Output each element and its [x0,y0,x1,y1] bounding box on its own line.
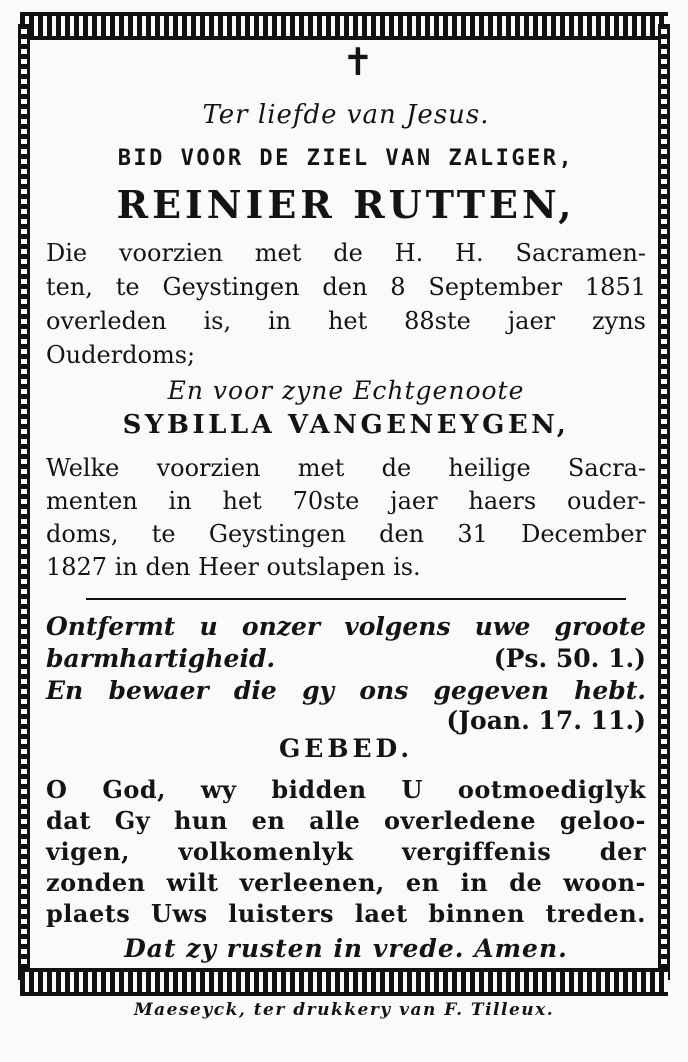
divider [86,598,626,600]
left-decorative-border [18,24,30,980]
quote1-line2 [46,644,646,674]
printer-imprint: Maeseyck, ter drukkery van F. Tilleux. [133,1000,555,1020]
spouse-text-line: 1827 in den Heer outslapen is. [46,553,421,581]
quote2-line1: En bewaer die gy ons gegeven hebt. [46,676,646,705]
right-decorative-border [658,24,670,980]
deceased-text-line-inner: overleden is, in het 88ste jaer zyns [46,307,646,335]
spouse-text-line: menten in het 70ste jaer haers ouder- [46,487,646,515]
spouse-text-line: doms, te Geystingen den 31 December [46,520,646,548]
cross-icon: ✝ [342,40,374,84]
deceased-text-line: Ouderdoms; [46,341,196,369]
deceased-text-line: Die voorzien met de H. H. Sacramen- [46,239,646,267]
closing-line: Dat zy rusten in vrede. Amen. [124,934,568,963]
bottom-decorative-border [20,968,668,996]
prayer-line: dat Gy hun en alle overledene geloo- [46,806,646,835]
deceased-text-line: ten, te Geystingen den 8 September 1851 [46,273,646,301]
quote1-text: barmhartigheid. [46,644,276,673]
heading: Ter liefde van Jesus. [202,100,490,130]
quote1-reference: (Ps. 50. 1.) [493,644,646,673]
spouse-intro: En voor zyne Echtgenoote [167,376,525,405]
spouse-text-line: Welke voorzien met de heilige Sacra- [46,454,646,482]
quote2-reference: (Joan. 17. 11.) [446,706,646,735]
prayer-line: vigen, volkomenlyk vergiffenis der [46,837,646,866]
request-line: BID VOOR DE ZIEL VAN ZALIGER, [117,146,575,171]
prayer-title: GEBED. [278,734,414,763]
prayer-line: O God, wy bidden U ootmoediglyk [46,775,646,804]
deceased-name: REINIER RUTTEN, [116,182,576,227]
quote1-line1: Ontfermt u onzer volgens uwe groote [46,612,646,641]
prayer-line: zonden wilt verleenen, en in de woon- [46,868,646,897]
spouse-name: SYBILLA VANGENEYGEN, [122,410,570,440]
deceased-text-line [46,304,646,338]
prayer-line: plaets Uws luisters laet binnen treden. [46,899,646,928]
top-decorative-border [20,12,668,40]
